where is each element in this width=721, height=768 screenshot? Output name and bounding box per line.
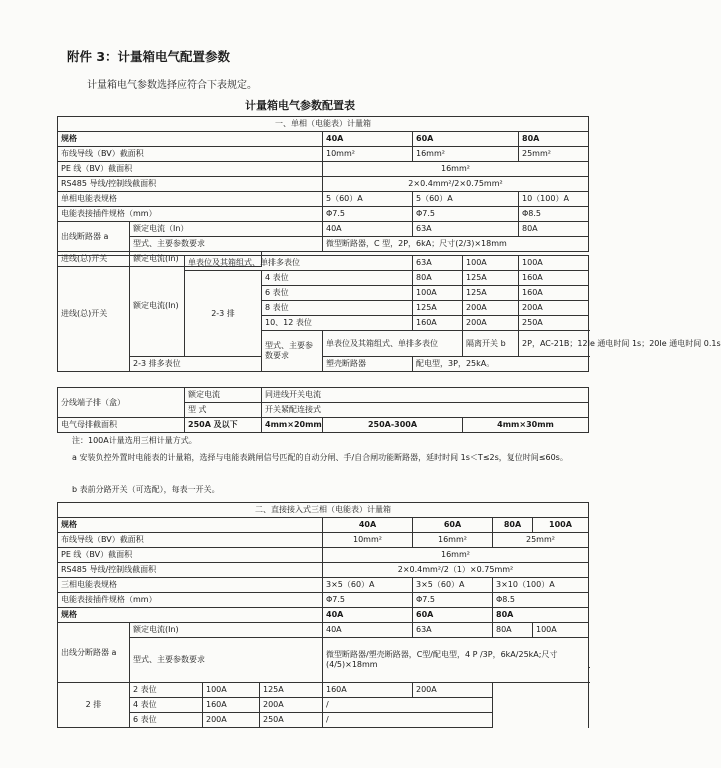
meter-label-2: 三相电能表规格 (58, 578, 323, 593)
meter2-40: 3×5（60）A (323, 578, 413, 593)
rs485-value-2: 2×0.4mm²/2（1）×0.75mm² (323, 563, 589, 578)
rows-2-label: 2 排 (58, 683, 130, 728)
pos-10-80: 250A (519, 316, 589, 331)
plug-80: Φ8.5 (519, 207, 589, 222)
outlet-breaker-label-2: 出线分断路器 a (58, 623, 130, 683)
pos2-2-label: 2 表位 (130, 683, 203, 698)
meter-80: 10（100）A (519, 192, 589, 207)
meter-label: 单相电能表规格 (58, 192, 323, 207)
wire-40: 10mm² (323, 147, 413, 162)
spec2-40a: 40A (323, 518, 413, 533)
terminal-label: 分线端子排（盒） (58, 388, 185, 418)
pos-6-40: 100A (413, 286, 463, 301)
note-a: a 安装负控外置时电能表的计量箱，选择与电能表跳闸信号匹配的自动分闸、手/自合闸功能断路器，延时时间 1s＜T≤2s，复位时间≤60s。 (72, 453, 568, 462)
plug-40: Φ7.5 (323, 207, 413, 222)
wire-label: 布线导线（BV）截面积 (58, 147, 323, 162)
pos2-6-80: / (323, 713, 493, 728)
pos2-6-label: 6 表位 (130, 713, 203, 728)
pos2-4-label: 4 表位 (130, 698, 203, 713)
section-title-2: 二、直接接入式三相（电能表）计量箱 (58, 503, 589, 518)
rated-60: 63A (413, 222, 519, 237)
note-b: b 表前分路开关（可选配），每表一开关。 (72, 485, 220, 494)
plug-label-2: 电能表接插件规格（mm） (58, 593, 323, 608)
spec2-100a: 100A (533, 518, 589, 533)
wire-60: 16mm² (413, 147, 519, 162)
meter2-80: 3×10（100）A (493, 578, 589, 593)
annex-heading: 附件 3：计量箱电气配置参数 (67, 49, 231, 64)
rs485-label-2: RS485 导线/控制线截面积 (58, 563, 323, 578)
wire2-60: 16mm² (413, 533, 493, 548)
pos-8-60: 200A (463, 301, 519, 316)
rows-2-3-multi-label: 2-3 排多表位 (130, 357, 262, 372)
rated2-80: 80A (493, 623, 533, 638)
type2-label: 型式、主要参数要求 (262, 331, 323, 372)
type-value-2: 微型断路器/塑壳断路器，C型/配电型，4 P /3P，6kA/25kA;尺寸(4/5)×18mm (323, 638, 589, 683)
note-1: 注：100A计量选用三相计量方式。 (72, 436, 197, 445)
pos-8-40: 125A (413, 301, 463, 316)
single-multi-label-2: 单表位及其箱组式、单排多表位 (323, 331, 463, 357)
rated-label-2: 额定电流(In) (130, 623, 323, 638)
pos-10-label: 10、12 表位 (262, 316, 413, 331)
incoming-switch-table (57, 255, 721, 372)
pos2-2-40: 100A (203, 683, 260, 698)
spec3-60a: 60A (413, 608, 493, 623)
terminal-rated-label: 额定电流 (185, 388, 262, 403)
busbar-range-2: 250A-300A (323, 418, 463, 433)
pos2-2-60: 125A (260, 683, 323, 698)
incoming-switch-label: 进线(总)开关 (58, 252, 130, 267)
single-80-v: 100A (519, 256, 589, 271)
meter-60: 5（60）A (413, 192, 519, 207)
plug2-40: Φ7.5 (323, 593, 413, 608)
incoming-rated-label: 额定电流(In) (130, 252, 262, 267)
rated-80: 80A (519, 222, 589, 237)
wire2-80: 25mm² (493, 533, 589, 548)
pos-4-80: 160A (519, 271, 589, 286)
pos-10-60: 200A (463, 316, 519, 331)
wire-label-2: 布线导线（BV）截面积 (58, 533, 323, 548)
rated2-40: 40A (323, 623, 413, 638)
spec2-60a: 60A (413, 518, 493, 533)
pos2-6-60: 250A (260, 713, 323, 728)
wire2-40: 10mm² (323, 533, 413, 548)
rated2-60: 63A (413, 623, 493, 638)
plug2-80: Φ8.5 (493, 593, 589, 608)
busbar-size-1: 4mm×20mm (262, 418, 323, 433)
outlet-breaker-label: 出线断路器 a (58, 222, 130, 252)
spec-80a: 80A (519, 132, 589, 147)
wire-80: 25mm² (519, 147, 589, 162)
spec-40a: 40A (323, 132, 413, 147)
spec-label: 规格 (58, 132, 323, 147)
rated2-100: 100A (533, 623, 589, 638)
pos2-2-100: 200A (413, 683, 493, 698)
intro-text: 计量箱电气参数选择应符合下表规定。 (87, 80, 257, 91)
terminal-type-value: 开关紧配连接式 (262, 403, 589, 418)
pos-6-80: 160A (519, 286, 589, 301)
plug2-60: Φ7.5 (413, 593, 493, 608)
spec2-80a: 80A (493, 518, 533, 533)
single-multi-label: 单表位及其箱组式、单排多表位 (185, 256, 413, 271)
pos-4-label: 4 表位 (262, 271, 413, 286)
terminal-type-label: 型 式 (185, 403, 262, 418)
plug-label: 电能表接插件规格（mm） (58, 207, 323, 222)
pe-label-2: PE 线（BV）截面积 (58, 548, 323, 563)
single-60-v: 100A (463, 256, 519, 271)
pe-value: 16mm² (323, 162, 589, 177)
pos-4-40: 80A (413, 271, 463, 286)
isolator-label: 隔离开关 b (463, 331, 519, 357)
pos-10-40: 160A (413, 316, 463, 331)
rated-current-label: 额定电流（In） (130, 222, 323, 237)
mccb-label: 塑壳断路器 (323, 357, 413, 372)
pos-6-60: 125A (463, 286, 519, 301)
spec-60a: 60A (413, 132, 519, 147)
type-label: 型式、主要参数要求 (130, 237, 323, 252)
spec-label-2: 规格 (58, 518, 323, 533)
plug-60: Φ7.5 (413, 207, 519, 222)
meter-40: 5（60）A (323, 192, 413, 207)
pos-8-label: 8 表位 (262, 301, 413, 316)
incoming-rated-label-2: 额定电流(In) (130, 256, 185, 357)
rs485-label: RS485 导线/控制线截面积 (58, 177, 323, 192)
busbar-range-1: 250A 及以下 (185, 418, 262, 433)
incoming-switch-label-2: 进线(总)开关 (58, 256, 130, 372)
terminal-busbar-table (57, 387, 589, 433)
pos2-6-40: 200A (203, 713, 260, 728)
single-phase-table (57, 116, 589, 267)
single-40-v: 63A (413, 256, 463, 271)
isolator-value: 2P，AC-21B；12Ie 通电时间 1s；20Ie 通电时间 0.1s (519, 331, 589, 357)
three-phase-table (57, 502, 589, 728)
terminal-rated-value: 同进线开关电流 (262, 388, 589, 403)
rs485-value: 2×0.4mm²/2×0.75mm² (323, 177, 589, 192)
pe-label: PE 线（BV）截面积 (58, 162, 323, 177)
spec3-80a: 80A (493, 608, 589, 623)
spec-label-3: 规格 (58, 608, 323, 623)
pos-6-label: 6 表位 (262, 286, 413, 301)
pos2-4-80: / (323, 698, 493, 713)
pos-4-60: 125A (463, 271, 519, 286)
busbar-label: 电气母排截面积 (58, 418, 185, 433)
section-title: 一、单相（电能表）计量箱 (58, 117, 589, 132)
pos-8-80: 200A (519, 301, 589, 316)
rated-40: 40A (323, 222, 413, 237)
busbar-size-2: 4mm×30mm (463, 418, 589, 433)
pe-value-2: 16mm² (323, 548, 589, 563)
pos2-2-80: 160A (323, 683, 413, 698)
pos2-4-40: 160A (203, 698, 260, 713)
table-title: 计量箱电气参数配置表 (245, 99, 355, 112)
spec3-40a: 40A (323, 608, 413, 623)
meter2-60: 3×5（60）A (413, 578, 493, 593)
mccb-value: 配电型，3P，25kA。 (413, 357, 589, 372)
type-value: 微型断路器，C 型，2P，6kA；尺寸(2/3)×18mm (323, 237, 589, 252)
rows-2-3-label: 2-3 排 (185, 271, 262, 357)
pos2-4-60: 200A (260, 698, 323, 713)
type-label-2: 型式、主要参数要求 (130, 638, 323, 683)
